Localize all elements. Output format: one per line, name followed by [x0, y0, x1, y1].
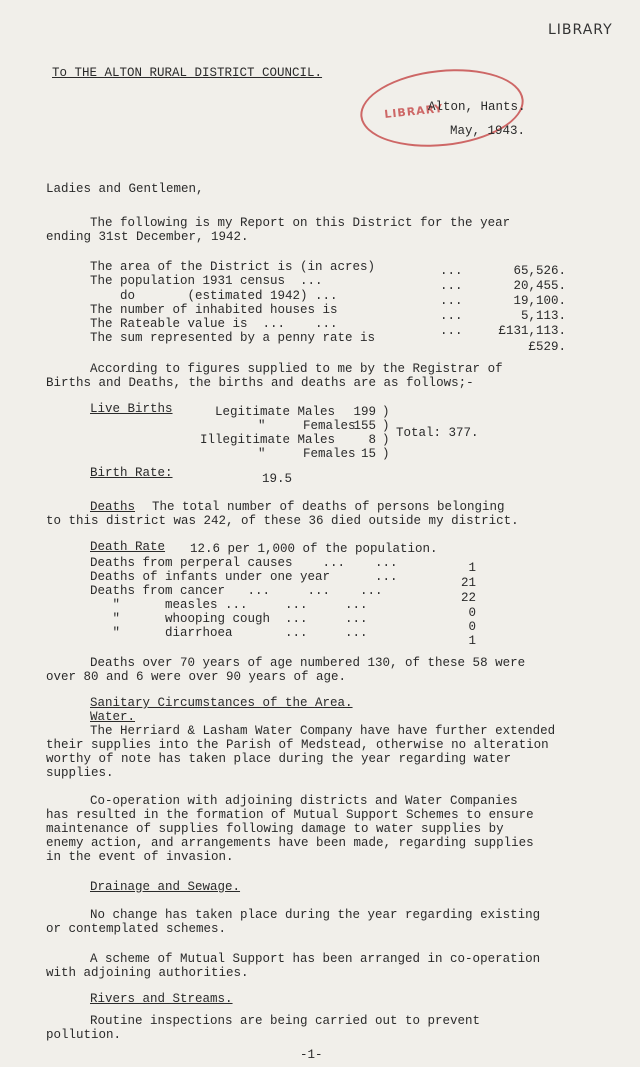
stat-label: The number of inhabited houses is	[90, 303, 338, 317]
coop-line: enemy action, and arrangements have been made, regarding supplies	[46, 836, 534, 850]
birth-label: Legitimate Males	[215, 405, 336, 419]
births-total: Total: 377.	[396, 426, 479, 440]
drainage-line: with adjoining authorities.	[46, 966, 249, 980]
stat-label: The sum represented by a penny rate is	[90, 331, 376, 345]
water-line: their supplies into the Parish of Medstead, otherwise no alteration	[46, 738, 549, 752]
deaths-line-1: The total number of deaths of persons belonging	[152, 500, 505, 514]
registrar-line-2: Births and Deaths, the births and deaths are as follows;-	[46, 376, 474, 390]
over70-line-2: over 80 and 6 were over 90 years of age.	[46, 670, 347, 684]
stat-label: do (estimated 1942) ...	[90, 289, 338, 303]
stat-dots: ...	[440, 264, 463, 278]
registrar-line-1: According to figures supplied to me by the Registrar of	[90, 362, 503, 376]
over70-line-1: Deaths over 70 years of age numbered 130, of these 58 were	[90, 656, 526, 670]
date: May, 1943.	[450, 124, 526, 138]
stat-value: 19,100.	[513, 294, 566, 308]
stat-value: 65,526.	[513, 264, 566, 278]
stat-label: The Rateable value is ... ...	[90, 317, 338, 331]
birth-rate-value: 19.5	[262, 472, 293, 486]
coop-line: maintenance of supplies following damage to water supplies by	[46, 822, 504, 836]
sanitary-heading: Sanitary Circumstances of the Area.	[90, 696, 353, 710]
birth-rate-label: Birth Rate:	[90, 466, 173, 480]
live-births-heading: Live Births	[90, 402, 173, 416]
births-brace: ) ) ) )	[382, 405, 390, 461]
birth-label: Illegitimate Males	[200, 433, 336, 447]
intro-line-1: The following is my Report on this District for the year	[90, 216, 511, 230]
drainage-heading: Drainage and Sewage.	[90, 880, 241, 894]
death-rate-heading: Death Rate	[90, 540, 166, 554]
rivers-line: Routine inspections are being carried out to prevent	[90, 1014, 481, 1028]
death-cause-label: " measles ... ... ...	[90, 598, 368, 612]
deaths-line-2: to this district was 242, of these 36 died outside my district.	[46, 514, 519, 528]
coop-line: Co-operation with adjoining districts and Water Companies	[90, 794, 518, 808]
deaths-heading: Deaths	[90, 500, 136, 514]
page-number: -1-	[300, 1048, 323, 1062]
rivers-line: pollution.	[46, 1028, 122, 1042]
stat-label: The population 1931 census ...	[90, 274, 323, 288]
death-cause-value: 0	[468, 606, 476, 620]
library-label: LIBRARY	[548, 22, 613, 38]
birth-value: 8	[368, 433, 376, 447]
drainage-line: or contemplated schemes.	[46, 922, 227, 936]
intro-line-2: ending 31st December, 1942.	[46, 230, 249, 244]
water-line: worthy of note has taken place during the year regarding water	[46, 752, 512, 766]
death-cause-value: 1	[468, 561, 476, 575]
birth-value: 15	[360, 447, 376, 461]
birth-label: " Females	[258, 447, 356, 461]
stat-dots: ...	[440, 294, 463, 308]
death-cause-label: Deaths from cancer ... ... ...	[90, 584, 383, 598]
water-heading: Water.	[90, 710, 136, 724]
drainage-line: No change has taken place during the year regarding existing	[90, 908, 541, 922]
birth-label: " Females	[258, 419, 356, 433]
death-rate-text: 12.6 per 1,000 of the population.	[190, 542, 438, 556]
stat-dots: ...	[440, 279, 463, 293]
water-line: The Herriard & Lasham Water Company have have further extended	[90, 724, 556, 738]
place: Alton, Hants.	[428, 100, 526, 114]
death-cause-value: 21	[460, 576, 476, 590]
stamp-text: LIBRARY	[383, 101, 445, 122]
stat-value: £529.	[528, 340, 566, 354]
stat-dots: ...	[440, 324, 463, 338]
stat-dots: ...	[440, 309, 463, 323]
death-cause-label: Deaths from perperal causes ... ...	[90, 556, 398, 570]
stat-label: The area of the District is (in acres)	[90, 260, 376, 274]
salutation: Ladies and Gentlemen,	[46, 182, 204, 196]
stat-value: 5,113.	[520, 309, 566, 323]
water-line: supplies.	[46, 766, 114, 780]
stat-value: £131,113.	[498, 324, 566, 338]
birth-value: 199	[353, 405, 376, 419]
death-cause-value: 22	[460, 591, 476, 605]
death-cause-label: Deaths of infants under one year ...	[90, 570, 398, 584]
coop-line: in the event of invasion.	[46, 850, 234, 864]
coop-line: has resulted in the formation of Mutual Support Schemes to ensure	[46, 808, 534, 822]
stat-value: 20,455.	[513, 279, 566, 293]
rivers-heading: Rivers and Streams.	[90, 992, 233, 1006]
drainage-line: A scheme of Mutual Support has been arranged in co-operation	[90, 952, 541, 966]
death-cause-value: 1	[468, 634, 476, 648]
addressee: To THE ALTON RURAL DISTRICT COUNCIL.	[52, 66, 323, 80]
death-cause-value: 0	[468, 620, 476, 634]
death-cause-label: " diarrhoea ... ...	[90, 626, 368, 640]
birth-value: 155	[353, 419, 376, 433]
death-cause-label: " whooping cough ... ...	[90, 612, 368, 626]
